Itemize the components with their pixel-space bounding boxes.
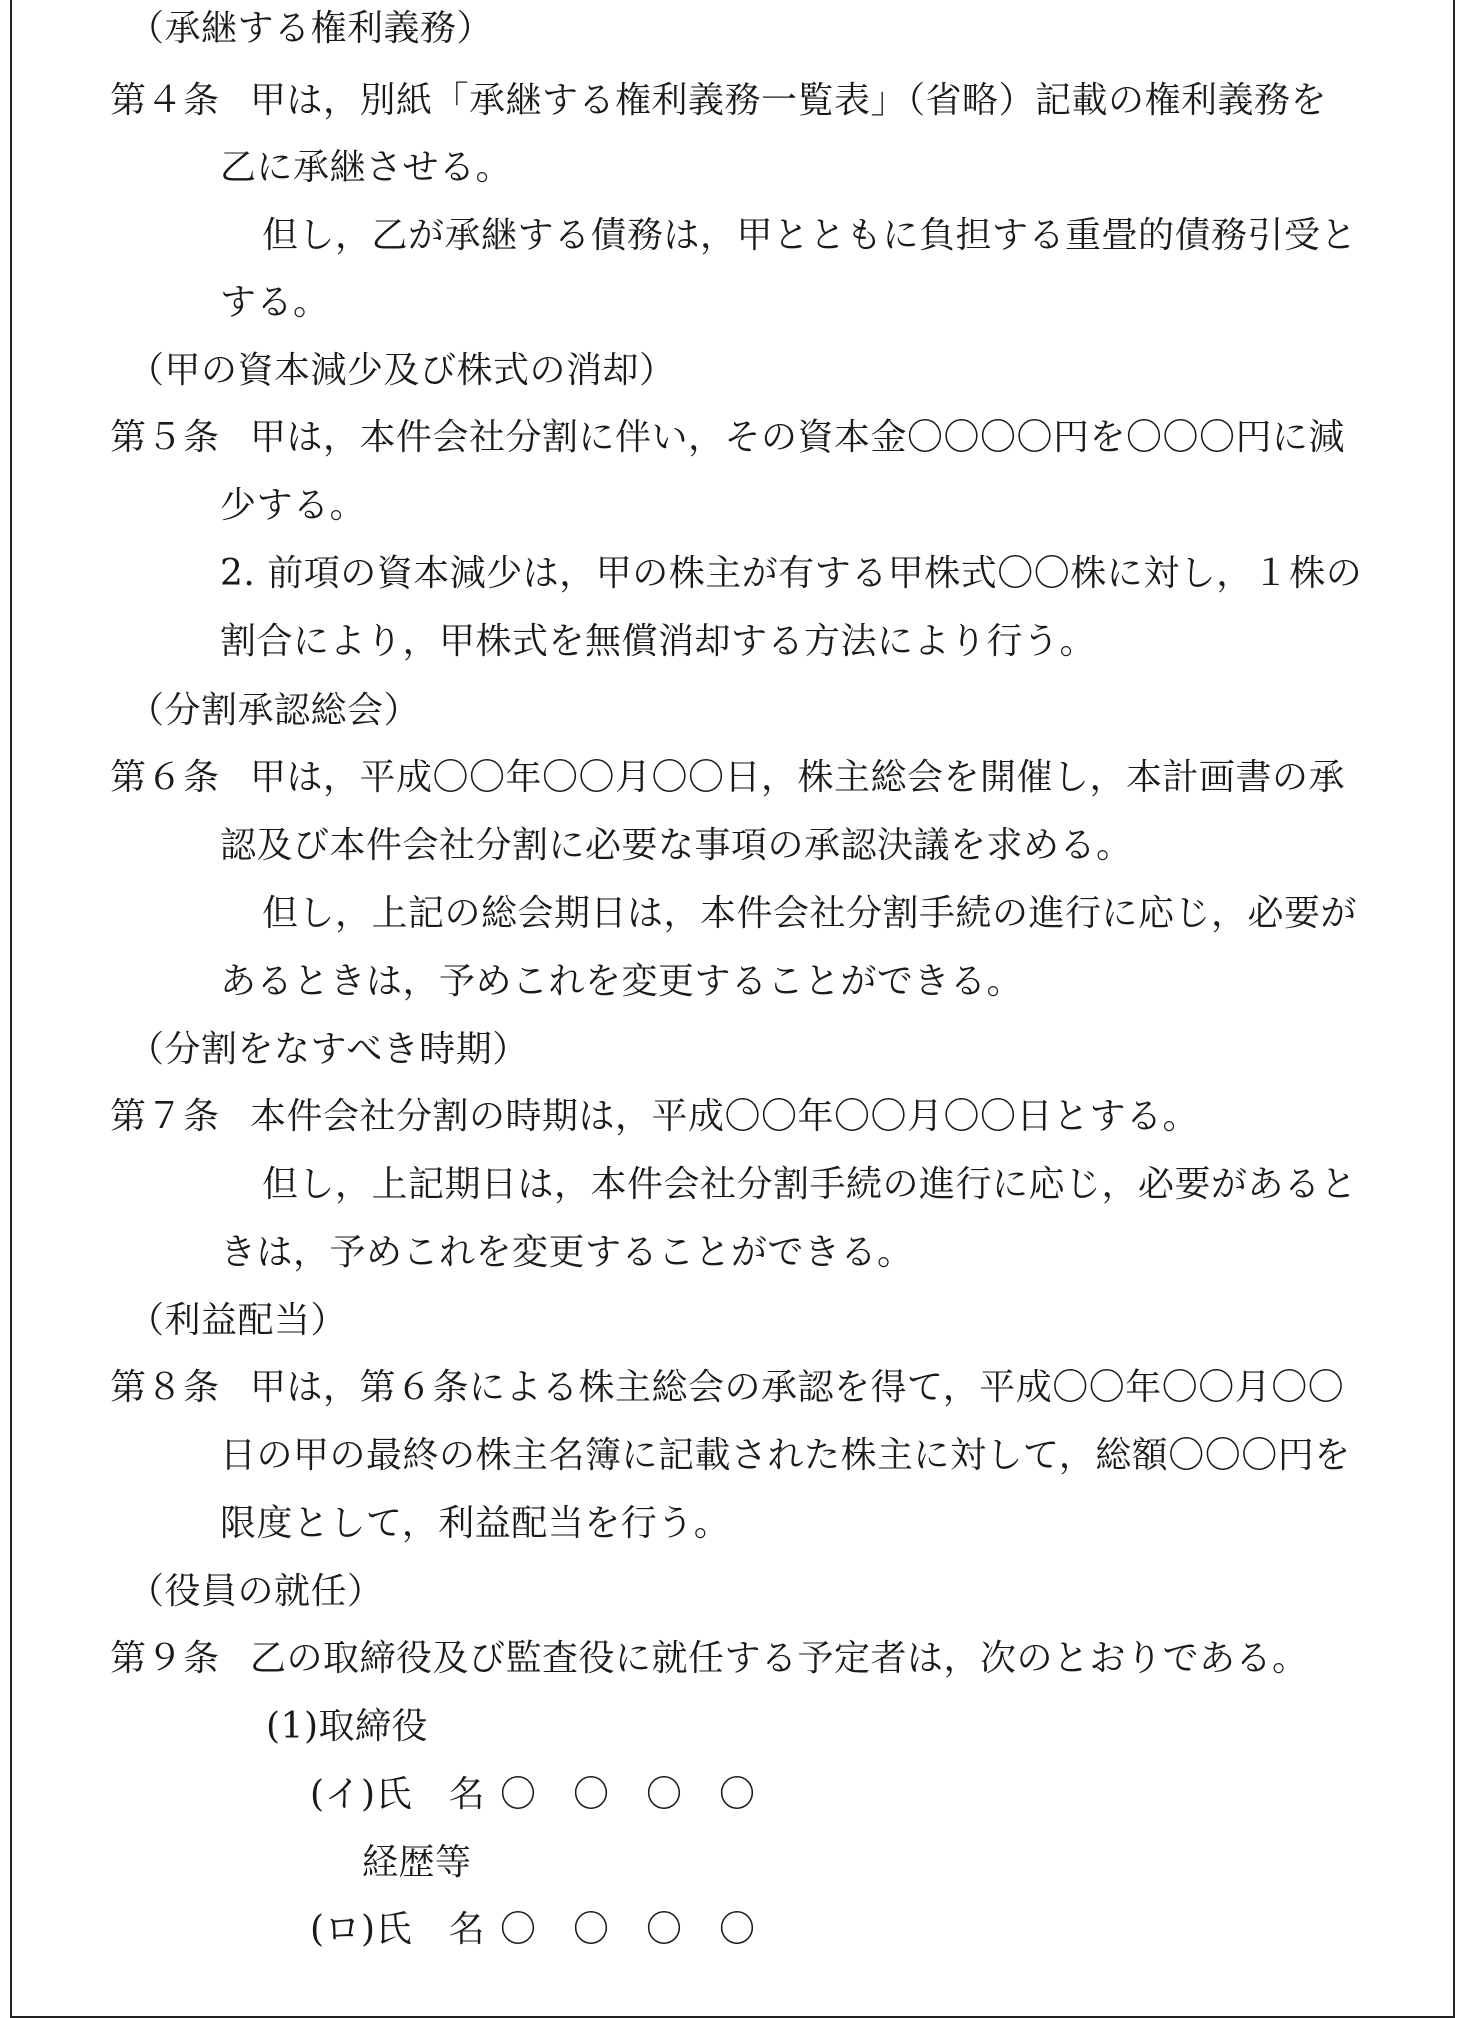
article-text: 本件会社分割の時期は，平成〇〇年〇〇月〇〇日とする。 xyxy=(250,1096,1200,1137)
name-label: (イ)氏 名 xyxy=(310,1774,486,1815)
article-paragraph-2: 2. 前項の資本減少は，甲の株主が有する甲株式〇〇株に対し，１株の xyxy=(220,553,1363,594)
article-text: 但し，上記の総会期日は，本件会社分割手続の進行に応じ，必要が xyxy=(262,893,1358,934)
article-5 xyxy=(110,413,1345,463)
article-text: する。 xyxy=(220,282,330,323)
article-text: 甲は，平成〇〇年〇〇月〇〇日，株主総会を開催し，本計画書の承 xyxy=(250,757,1346,798)
article-heading: （甲の資本減少及び株式の消却） xyxy=(128,350,676,391)
article-text: 甲は，別紙「承継する権利義務一覧表」（省略）記載の権利義務を xyxy=(250,80,1328,121)
article-text: 限度として，利益配当を行う。 xyxy=(220,1503,731,1544)
article-4 xyxy=(110,76,1327,126)
article-number: 第９条 xyxy=(110,1638,220,1679)
article-8 xyxy=(110,1363,1344,1413)
career-label: 経歴等 xyxy=(362,1842,472,1883)
article-heading: （分割承認総会） xyxy=(128,690,421,731)
article-text: 少する。 xyxy=(220,485,367,526)
article-number: 第８条 xyxy=(110,1367,220,1408)
article-text: 認及び本件会社分割に必要な事項の承認決議を求める。 xyxy=(220,825,1133,866)
director-entry-i xyxy=(310,1770,756,1820)
director-entry-ro xyxy=(310,1905,756,1955)
article-heading: （役員の就任） xyxy=(128,1571,384,1612)
article-text: きは，予めこれを変更することができる。 xyxy=(220,1232,914,1273)
article-text: 乙の取締役及び監査役に就任する予定者は，次のとおりである。 xyxy=(250,1638,1309,1679)
article-9 xyxy=(110,1634,1309,1684)
article-text: あるときは，予めこれを変更することができる。 xyxy=(220,961,1024,1002)
directors-subheading: (1)取締役 xyxy=(266,1706,428,1747)
article-text: 但し，上記期日は，本件会社分割手続の進行に応じ，必要があると xyxy=(262,1164,1358,1205)
article-number: 第７条 xyxy=(110,1096,220,1137)
article-text: 乙に承継させる。 xyxy=(220,147,513,188)
article-heading: （分割をなすべき時期） xyxy=(128,1029,529,1070)
article-number: 第６条 xyxy=(110,757,220,798)
article-heading: （承継する権利義務） xyxy=(128,8,494,49)
article-7 xyxy=(110,1092,1199,1142)
article-text: 但し，乙が承継する債務は，甲とともに負担する重畳的債務引受と xyxy=(262,215,1358,256)
article-heading: （利益配当） xyxy=(128,1300,348,1341)
article-text: 日の甲の最終の株主名簿に記載された株主に対して，総額〇〇〇円を xyxy=(220,1435,1351,1476)
name-value: 〇 〇 〇 〇 xyxy=(500,1909,756,1950)
name-value: 〇 〇 〇 〇 xyxy=(500,1774,756,1815)
article-text: 甲は，第６条による株主総会の承認を得て，平成〇〇年〇〇月〇〇 xyxy=(250,1367,1345,1408)
name-label: (ロ)氏 名 xyxy=(310,1909,486,1950)
article-text: 甲は，本件会社分割に伴い，その資本金〇〇〇〇円を〇〇〇円に減 xyxy=(250,417,1346,458)
article-text: 割合により，甲株式を無償消却する方法により行う。 xyxy=(220,621,1097,662)
article-number: 第４条 xyxy=(110,80,220,121)
article-6 xyxy=(110,753,1345,803)
article-number: 第５条 xyxy=(110,417,220,458)
